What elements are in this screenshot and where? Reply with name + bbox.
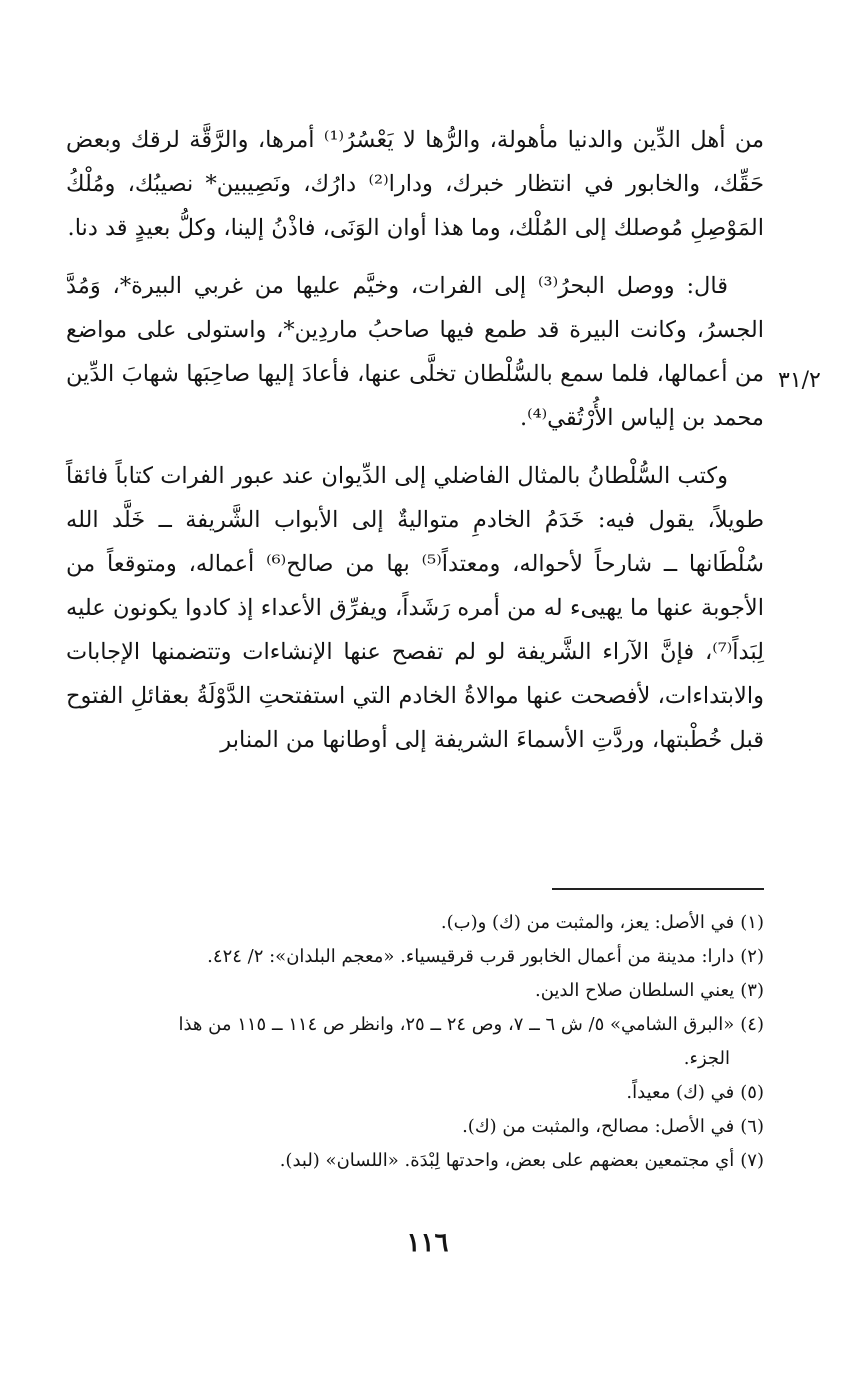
footnote-text: دارا: مدينة من أعمال الخابور قرب قرقيسياء. «معجم البلدان»: ٢/ ٤٢٤. (207, 946, 735, 967)
margin-reference: ٣١/٢ (778, 368, 821, 393)
footnote-separator (552, 888, 764, 890)
footnote-text: يعني السلطان صلاح الدين. (534, 980, 735, 1001)
footnote-text: «البرق الشامي» ٥/ ش ٦ ــ ٧، وص ٢٤ ــ ٢٥، وانظر ص ١١٤ ــ ١١٥ من هذا (178, 1014, 735, 1035)
page-number: ١١٦ (406, 1228, 449, 1258)
footnote-text: في (ك) معيداً. (626, 1082, 735, 1103)
paragraph-2: قال: ووصل البحرُ⁽³⁾ إلى الفرات، وخيَّم عليها من غربي البيرة*، وَمُدَّ الجسرُ، وكانت البيرة قد طمع فيها صاحبُ ماردِين*، واستولى على مواضع من أعمالها، فلما سمع بالسُّلْطان تخلَّى عنها، فأعادَ إليها صاحِبَها شهابَ الدِّين محمد بن إلياس الأُرْتُقي⁽⁴⁾. (66, 273, 764, 431)
footnote-number: (٤) (740, 1014, 764, 1035)
footnote-number: (٥) (740, 1082, 764, 1103)
footnote-7 (66, 1144, 764, 1178)
footnote-text: في الأصل: يعز، والمثبت من (ك) و(ب). (440, 912, 735, 933)
footnote-1 (66, 906, 764, 940)
footnote-4 (66, 1008, 764, 1042)
footnote-2 (66, 940, 764, 974)
main-text (66, 118, 764, 776)
footnote-number: (٦) (740, 1116, 764, 1137)
paragraph-3: وكتب السُّلْطانُ بالمثال الفاضلي إلى الدِّيوان عند عبور الفرات كتاباً فائقاً طويلاً، يقول فيه: خَدَمُ الخادمِ متواليةٌ إلى الأبواب الشَّريفة ــ خَلَّد الله سُلْطَانها ــ شارحاً لأحواله، ومعتداً⁽⁵⁾ بها من صالح⁽⁶⁾ أعماله، ومتوقعاً من الأجوبة عنها ما يهيىء له من أمره رَشَداً، ويفرِّق الأعداء إذ كادوا يكونون عليه لِبَداً⁽⁷⁾، فإنَّ الآراء الشَّريفة لو لم تفصح عنها الإنشاءات وتتضمنها الإجابات والابتداءات، لأفصحت عنها موالاةُ الخادم التي استفتحتِ الدَّوْلَةُ بعقائلِ الفتوح قبل خُطْبتها، وردَّتِ الأسماءَ الشريفة إلى أوطانها من المنابر (66, 463, 764, 753)
paragraph-1: من أهل الدِّين والدنيا مأهولة، والرُّها لا يَعْسُرُ⁽¹⁾ أمرها، والرَّقَّة لرقك وبعض حَقِّك، والخابور في انتظار خبرك، ودارا⁽²⁾ دارُك، ونَصِيبين* نصيبُك، ومُلْكُ المَوْصِلِ مُوصلك إلى المُلْك، وما هذا أوان الوَنَى، فاذْنُ إلينا، وكلُّ بعيدٍ قد دنا. (66, 127, 765, 241)
footnote-number: (١) (740, 912, 764, 933)
footnote-text: في الأصل: مصالح، والمثبت من (ك). (462, 1116, 735, 1137)
footnote-number: (٣) (740, 980, 764, 1001)
footnote-6 (66, 1110, 764, 1144)
footnote-4-continuation: الجزء. (683, 1048, 730, 1069)
footnotes (66, 906, 764, 1178)
footnote-number: (٢) (740, 946, 764, 967)
footnote-5 (66, 1076, 764, 1110)
footnote-number: (٧) (740, 1150, 764, 1171)
footnote-text: أي مجتمعين بعضهم على بعض، واحدتها لِبْدَة. «اللسان» (لبد). (279, 1150, 735, 1171)
footnote-3 (66, 974, 764, 1008)
